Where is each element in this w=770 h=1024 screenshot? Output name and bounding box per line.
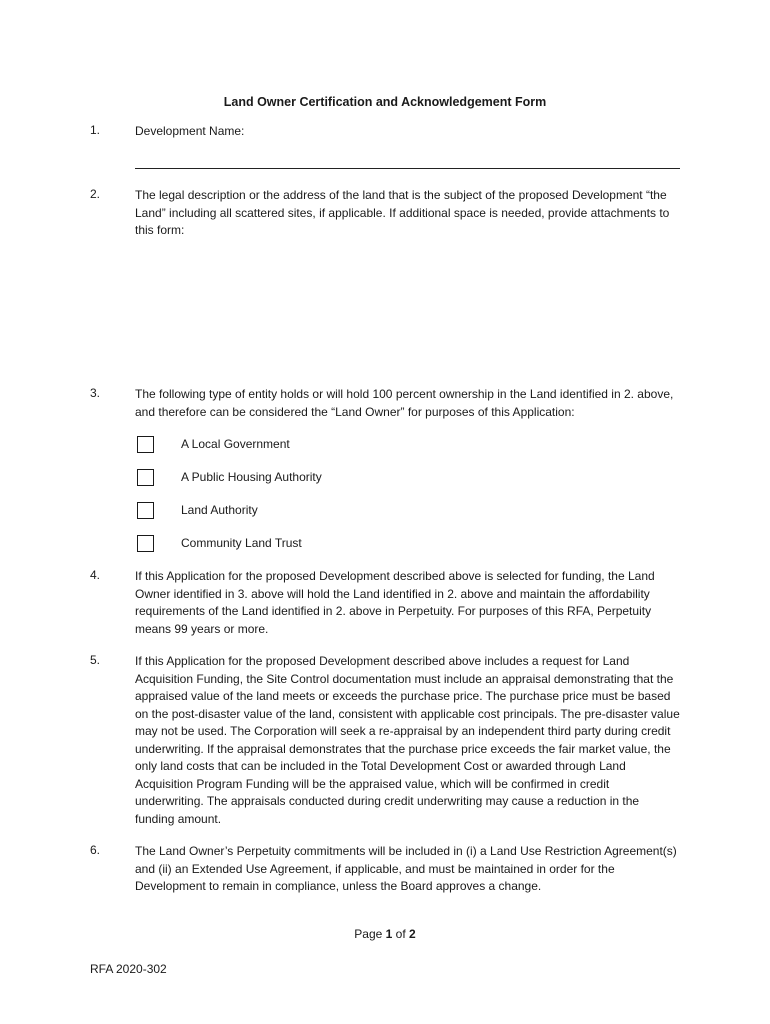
page-prefix: Page <box>354 927 386 941</box>
item-text: If this Application for the proposed Development described above is selected for funding, the Land Owner identified in 3. above will hold the Land identified in 2. above and maintain the affordability requirements of the Land identified in 2. above in Perpetuity. For purposes of this RFA, Perpetuity means 99 years or more. <box>135 569 655 636</box>
option-label: A Local Government <box>181 437 290 451</box>
page-current: 1 <box>385 927 393 941</box>
page-number <box>0 927 770 941</box>
item-text: Development Name: <box>135 124 245 138</box>
checkbox[interactable] <box>137 469 154 486</box>
page-total: 2 <box>409 927 416 941</box>
item-number: 2. <box>90 187 101 201</box>
item-text: The legal description or the address of the land that is the subject of the proposed Development “the Land” including all scattered sites, if applicable. If additional space is needed, provide attachments to this form: <box>135 188 670 237</box>
form-title: Land Owner Certification and Acknowledgement Form <box>223 95 547 109</box>
item-text: The Land Owner’s Perpetuity commitments will be included in (i) a Land Use Restriction Agreement(s) and (ii) an Extended Use Agreement, if applicable, and must be maintained in order for the Development to remain in compliance, unless the Board approves a change. <box>135 844 677 893</box>
item-text: The following type of entity holds or will hold 100 percent ownership in the Land identified in 2. above, and therefore can be considered the “Land Owner” for purposes of this Application: <box>135 387 674 419</box>
development-name-field[interactable] <box>135 168 680 169</box>
checkbox[interactable] <box>137 436 154 453</box>
item-number: 5. <box>90 653 101 667</box>
page-of: of <box>392 927 410 941</box>
item-number: 6. <box>90 843 101 857</box>
option-label: A Public Housing Authority <box>181 470 322 484</box>
option-label: Land Authority <box>181 503 258 517</box>
option-label: Community Land Trust <box>181 536 302 550</box>
rfa-label: RFA 2020-302 <box>90 962 167 976</box>
checkbox[interactable] <box>137 502 154 519</box>
item-number: 4. <box>90 568 101 582</box>
item-number: 3. <box>90 386 101 400</box>
item-text: If this Application for the proposed Development described above includes a request for Land Acquisition Funding, the Site Control documentation must include an appraisal demonstrating that the appraised value of the land meets or exceeds the purchase price. The purchase price must be based on the post-disaster value of the land, consistent with applicable cost principals. The pre-disaster value may not be used. The Corporation will seek a re-appraisal by an independent third party during credit underwriting. If the appraisal demonstrates that the purchase price exceeds the fair market value, the only land costs that can be included in the Total Development Cost or awarded through Land Acquisition Program Funding will be the appraised value, which will be confirmed in credit underwriting. The appraisals conducted during credit underwriting may cause a reduction in the funding amount. <box>135 654 680 826</box>
item-number: 1. <box>90 123 101 137</box>
checkbox[interactable] <box>137 535 154 552</box>
